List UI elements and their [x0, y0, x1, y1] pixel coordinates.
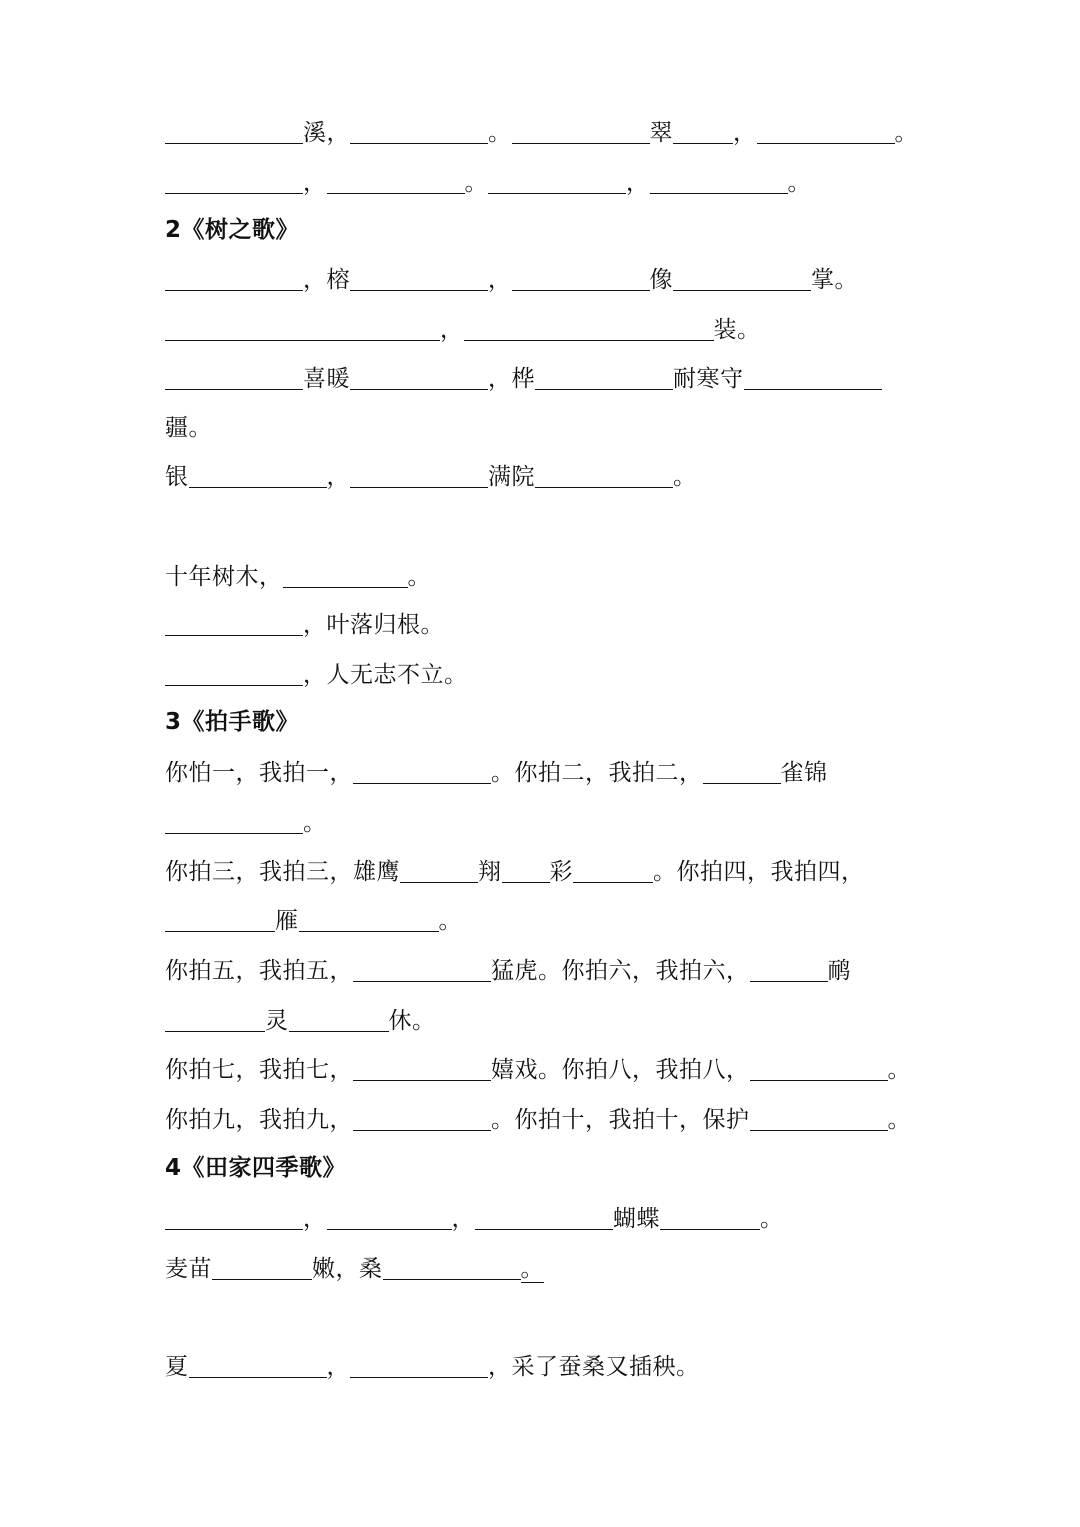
answer-blank[interactable] [327, 169, 465, 194]
text-segment: 。 [464, 170, 488, 196]
text-segment: 。 [887, 1057, 911, 1083]
text-segment: 猛虎。你拍六，我拍六， [491, 958, 750, 984]
section-title: 4《田家四季歌》 [165, 1155, 347, 1181]
text-segment: 。 [887, 1107, 911, 1133]
section2-line-7 [165, 660, 468, 690]
text-segment: 。 [407, 564, 431, 590]
text-segment: 装。 [713, 317, 761, 343]
answer-blank[interactable] [189, 1353, 327, 1378]
text-segment: 雀锦 [780, 760, 828, 786]
text-segment: ， [488, 267, 512, 293]
answer-blank[interactable] [750, 1056, 888, 1081]
section4-line-1 [165, 1204, 784, 1234]
text-segment: ，人无志不立。 [303, 662, 468, 688]
text-segment: 鸸 [827, 958, 851, 984]
answer-blank[interactable] [165, 1007, 265, 1032]
text-segment: ，桦 [488, 366, 535, 392]
section3-line-5 [165, 1105, 911, 1135]
section4-line-3 [165, 1352, 700, 1382]
text-segment: 掌。 [811, 267, 858, 293]
answer-blank[interactable] [673, 266, 811, 291]
text-segment: 像 [649, 267, 673, 293]
answer-blank[interactable] [757, 119, 895, 144]
text-segment: 。 [438, 908, 462, 934]
text-segment: 。你拍四，我拍四， [653, 859, 865, 885]
text-segment: ，榕 [303, 267, 350, 293]
answer-blank[interactable] [400, 858, 478, 883]
section2-line-4 [165, 462, 697, 492]
answer-blank[interactable] [165, 365, 303, 390]
answer-blank[interactable] [165, 661, 303, 686]
text-segment: 满院 [488, 464, 535, 490]
text-segment: 你拍五，我拍五， [165, 958, 353, 984]
text-segment: ，采了蚕桑又插秧。 [488, 1354, 700, 1380]
text-segment: 银 [165, 464, 189, 490]
answer-blank[interactable] [165, 809, 303, 834]
answer-blank[interactable] [464, 316, 714, 341]
text-segment: 蝴蝶 [613, 1206, 660, 1232]
answer-blank[interactable] [165, 907, 275, 932]
text-segment: 疆。 [165, 415, 212, 441]
text-segment: 夏 [165, 1354, 189, 1380]
text-segment: 喜暖 [303, 366, 350, 392]
answer-blank[interactable] [673, 119, 733, 144]
section2-line-3 [165, 364, 882, 394]
section-title: 3《拍手歌》 [165, 709, 300, 735]
answer-blank[interactable] [350, 365, 488, 390]
answer-blank[interactable] [535, 365, 673, 390]
text-segment: ， [451, 1206, 475, 1232]
answer-blank[interactable] [165, 266, 303, 291]
answer-blank[interactable] [165, 1205, 303, 1230]
section2-line-5 [165, 562, 431, 592]
answer-blank[interactable] [165, 611, 303, 636]
answer-blank[interactable] [660, 1205, 760, 1230]
poem1-line-2 [165, 168, 811, 198]
answer-blank[interactable] [744, 365, 882, 390]
answer-blank[interactable] [750, 1106, 888, 1131]
section3-line-4 [165, 1055, 911, 1085]
answer-blank[interactable] [488, 169, 626, 194]
answer-blank[interactable] [165, 316, 440, 341]
text-segment: 翠 [649, 120, 673, 146]
answer-blank[interactable] [353, 1056, 491, 1081]
section3-line-1 [165, 758, 828, 788]
section3-line-2 [165, 857, 865, 887]
text-segment: 。 [760, 1206, 784, 1232]
text-segment: 。 [520, 1256, 544, 1282]
answer-blank[interactable] [512, 119, 650, 144]
section4-line-2 [165, 1254, 544, 1284]
text-segment: 麦苗 [165, 1256, 212, 1282]
section2-line-2 [165, 315, 761, 345]
answer-blank[interactable] [283, 563, 408, 588]
answer-blank[interactable] [212, 1255, 312, 1280]
text-segment: 你拍九，我拍九， [165, 1107, 353, 1133]
answer-blank[interactable] [475, 1205, 613, 1230]
answer-blank[interactable] [299, 907, 439, 932]
answer-blank[interactable] [353, 1106, 491, 1131]
text-segment: ， [326, 464, 350, 490]
text-segment: ， [303, 170, 327, 196]
text-segment: 。 [673, 464, 697, 490]
text-segment: 。你拍二，我拍二， [491, 760, 703, 786]
text-segment: ， [733, 120, 757, 146]
answer-blank[interactable] [350, 1353, 488, 1378]
section2-line-3-continued [165, 413, 212, 443]
text-segment: 。 [894, 120, 918, 146]
answer-blank[interactable] [289, 1007, 389, 1032]
text-segment: 嫩，桑 [312, 1256, 383, 1282]
answer-blank[interactable] [350, 266, 488, 291]
answer-blank[interactable] [650, 169, 788, 194]
section2-line-6 [165, 610, 444, 640]
answer-blank[interactable] [350, 463, 488, 488]
answer-blank[interactable] [383, 1255, 521, 1280]
text-segment: 十年树木， [165, 564, 283, 590]
text-segment: 。 [488, 120, 512, 146]
text-segment: ，叶落归根。 [303, 612, 444, 638]
section3-line-2-continued [165, 906, 462, 936]
text-segment: ， [326, 1354, 350, 1380]
answer-blank[interactable] [165, 119, 303, 144]
text-segment: 。 [787, 170, 811, 196]
section3-line-3-continued [165, 1006, 436, 1036]
text-segment: 耐寒守 [673, 366, 744, 392]
answer-blank[interactable] [353, 957, 491, 982]
answer-blank[interactable] [573, 858, 653, 883]
text-segment: 灵 [265, 1008, 289, 1034]
text-segment: ， [303, 1206, 327, 1232]
answer-blank[interactable] [353, 759, 491, 784]
section3-line-3 [165, 956, 851, 986]
text-segment: 你拍三，我拍三，雄鹰 [165, 859, 400, 885]
text-segment: 休。 [388, 1008, 436, 1034]
answer-blank[interactable] [502, 858, 550, 883]
text-segment: 嬉戏。你拍八，我拍八， [491, 1057, 750, 1083]
section-title: 2《树之歌》 [165, 217, 300, 243]
text-segment: ， [626, 170, 650, 196]
text-segment: 。你拍十，我拍十，保护 [491, 1107, 750, 1133]
text-segment: 。 [303, 810, 327, 836]
answer-blank[interactable] [350, 119, 488, 144]
text-segment: ， [440, 317, 464, 343]
answer-blank[interactable] [750, 957, 828, 982]
text-segment: 雁 [275, 908, 299, 934]
section2-line-1 [165, 265, 858, 295]
text-segment: 彩 [549, 859, 573, 885]
answer-blank[interactable] [535, 463, 673, 488]
answer-blank[interactable] [165, 169, 303, 194]
text-segment: 你怕一，我拍一， [165, 760, 353, 786]
answer-blank[interactable] [512, 266, 650, 291]
text-segment: 溪， [303, 120, 350, 146]
answer-blank[interactable] [703, 759, 781, 784]
section3-line-1-continued [165, 808, 327, 838]
poem1-line-1 [165, 118, 918, 148]
answer-blank[interactable] [327, 1205, 452, 1230]
answer-blank[interactable] [189, 463, 327, 488]
text-segment: 你拍七，我拍七， [165, 1057, 353, 1083]
text-segment: 翔 [478, 859, 502, 885]
